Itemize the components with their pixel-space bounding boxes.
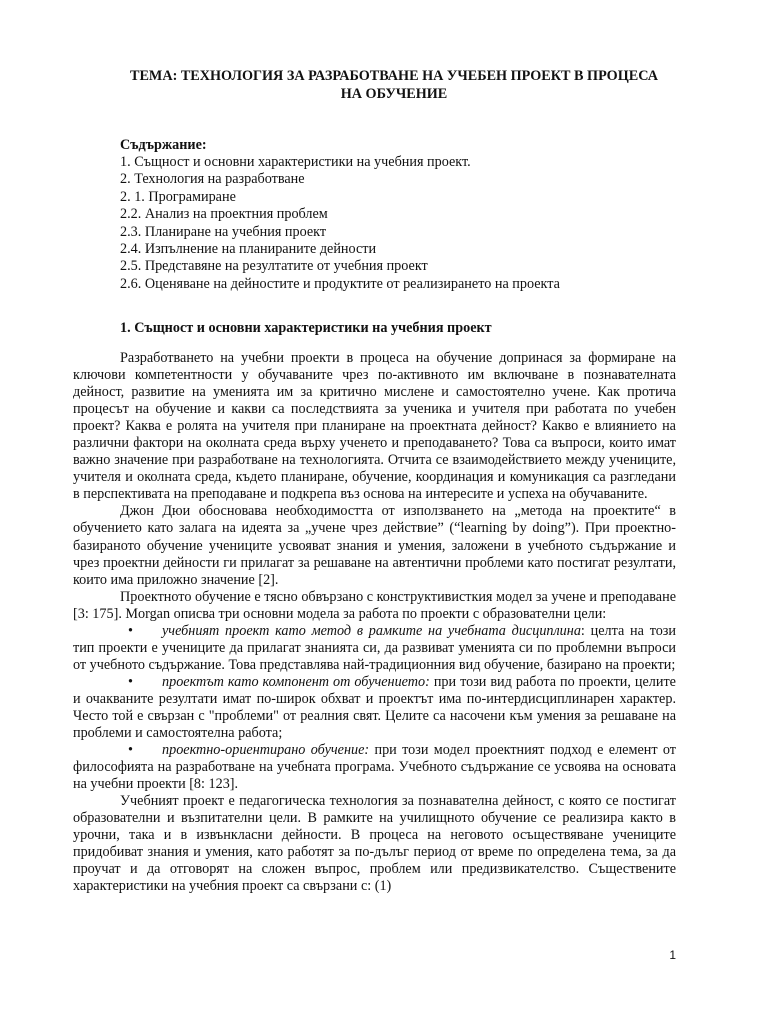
bullet-item: [73, 674, 676, 742]
paragraph: Разработването на учебни проекти в процеса на обучение допринася за формиране на ключови компетентности у обучаваните чрез по-активното им включване в познавателната дейност, развитие на уменията им за критично мислене и самостоятелно учене. Как протича процесът на обучение и какви са последствията за ученика и учителя при работата по учебен проект? Каква е ролята на учителя при планиране на проектната дейност? Какво е влиянието на различни фактори на околната среда върху ученето и преподаването? Това са въпроси, които имат важно значение при разработване на технологията. Отчита се взаимодействието между учениците, учителя и околната среда, където планиране, обучение, координация и комуникация са разгледани в перспективата на преподаване и подкрепа въз основа на интересите и успеха на обучаваните.: [73, 350, 676, 503]
toc-item: 2. 1. Програмиране: [120, 188, 236, 205]
document-title: ТЕМА: ТЕХНОЛОГИЯ ЗА РАЗРАБОТВАНЕ НА УЧЕБЕН ПРОЕКТ В ПРОЦЕСА НА ОБУЧЕНИЕ: [130, 68, 658, 102]
section-heading: 1. Същност и основни характеристики на учебния проект: [120, 320, 492, 336]
bullet-icon: •: [128, 622, 133, 639]
paragraph: Проектното обучение е тясно обвързано с конструктивисткия модел за учене и преподаване [3: 175]. Morgan описва три основни модела за работа по проекти с образователни цели:: [73, 588, 676, 622]
paragraph: Учебният проект е педагогическа технология за познавателна дейност, с която се постигат образователни и възпитателни цели. В рамките на училищното обучение се реализира както в урочни, така и в извънкласни дейности. В процеса на неговото осъществяване учениците придобиват знания и умения, като работят за по-дълъг период от време по определена тема, за да проучат и да отговорят на сложен въпрос, проблем или предизвикателство. Съществените характеристики на учебния проект са свързани с: (1): [73, 793, 676, 895]
toc-item: 2.5. Представяне на резултатите от учебния проект: [120, 258, 428, 275]
bullet-item: [73, 742, 676, 793]
bullet-term: проектно-ориентирано обучение:: [162, 742, 370, 759]
bullet-text: при този вид работа по проекти, целите и очакваните резултати имат по-широк обхват и проектът има по-интердисциплинарен характер. Често той е свързан с "проблеми" от реалния свят. Целите са насочени към умения за решаване на проблеми и самостоятелна работа;: [73, 673, 676, 742]
bullet-term: учебният проект като метод в рамките на учебната дисциплина: [162, 622, 581, 639]
bullet-icon: •: [128, 742, 133, 759]
paragraph: Джон Дюи обосновава необходимостта от използването на „метода на проектите“ в обучението като залага на идеята за „учене чрез действие” (“learning by doing”). При проектно-базираното обучение учениците усвояват знания и умения, заложени в учебното съдържание и чрез проектни дейности ги прилагат за решаване на автентични проблеми като постигат резултати, които има приложно значение [2].: [73, 503, 676, 588]
toc-heading: Съдържание:: [120, 137, 207, 153]
toc-item: 2.4. Изпълнение на планираните дейности: [120, 241, 377, 258]
bullet-text: при този модел проектният подход е елемент от философията на разработване на учебната програма. Учебното съдържание се усвоява на основата на учебни проекти [8: 123].: [73, 742, 676, 793]
bullet-text: : целта на този тип проекти е учениците да прилагат знанията си, да развиват уменията си по проблемни въпроси от учебното съдържание. Това представлява най-традиционния вид обучение, базирано на проекти;: [73, 622, 676, 673]
toc-item: 2.2. Анализ на проектния проблем: [120, 206, 328, 223]
page-number: 1: [669, 948, 676, 962]
toc-item: 2.6. Оценяване на дейностите и продуктите от реализирането на проекта: [120, 275, 560, 292]
bullet-item: [73, 623, 676, 674]
toc-item: 1. Същност и основни характеристики на учебния проект.: [120, 154, 471, 170]
toc-item: 2. Технология на разработване: [120, 171, 305, 188]
table-of-contents: [120, 154, 680, 293]
section-body: [73, 350, 676, 896]
bullet-term: проектът като компонент от обучението:: [162, 673, 430, 690]
bullet-icon: •: [128, 673, 133, 690]
toc-item: 2.3. Планиране на учебния проект: [120, 223, 327, 240]
